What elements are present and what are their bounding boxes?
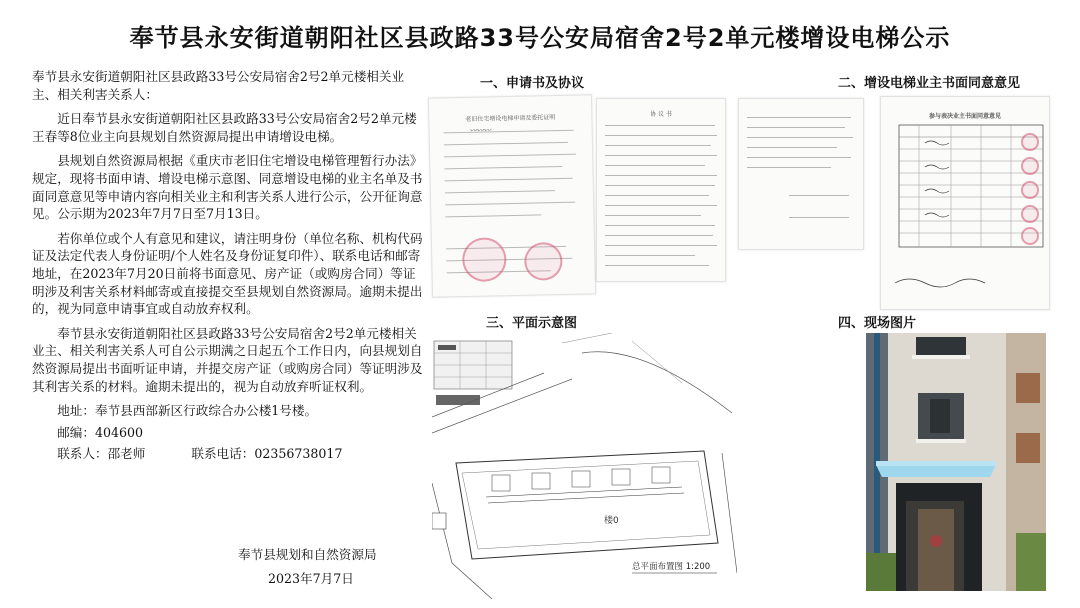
notice-paragraph-2: 县规划自然资源局根据《重庆市老旧住宅增设电梯管理暂行办法》规定，现将书面申请、增设电梯示意图、同意增设电梯的业主名单及书面同意意见等申请内容向相关业主和利害关系人进行公示，公开征询意见。公示期为2023年7月7日至7月13日。: [32, 153, 423, 222]
section-heading-application: 一、申请书及协议: [480, 76, 585, 91]
plan-building-label: 楼0: [604, 516, 619, 526]
notice-paragraph-3: 若你单位或个人有意见和建议，请注明身份（单位名称、机构代码证及法定代表人身份证明/个人姓名及身份证复印件）、联系电话和邮寄地址，在2023年7月20日前将书面意见、房产证（或购房合同）等证明涉及利害关系材料邮寄或直接提交至县规划自然资源局。逾期未提出的，视为同意申请事宜或自动放弃权利。: [32, 230, 423, 317]
notice-contact-person: 联系人：邵老师: [57, 446, 146, 462]
application-document-title: 老旧住宅增设电梯申请及委托证明: [465, 114, 556, 123]
consent-form-title: 参与表决业主书面同意意见: [928, 113, 1001, 120]
red-fingerprint: [1021, 133, 1039, 151]
red-fingerprint: [1021, 181, 1039, 199]
site-plan-drawing: [432, 333, 737, 599]
sign-org: 奉节县规划和自然资源局: [238, 547, 377, 562]
site-plan-svg: [432, 333, 737, 599]
site-photo: [866, 333, 1046, 591]
handwriting-scribble: 〰〰〰: [469, 126, 491, 135]
notice-contact-line: [32, 445, 424, 463]
site-photo-svg: [866, 333, 1046, 591]
application-document: [428, 94, 596, 297]
red-fingerprint: [1021, 205, 1039, 223]
red-seal: [462, 237, 507, 282]
section-heading-photo: 四、现场图片: [838, 316, 917, 331]
consent-form-document: [880, 96, 1050, 310]
section-heading-plan: 三、平面示意图: [486, 316, 578, 331]
agreement-document: [596, 98, 726, 282]
notice-address: 地址：奉节县西部新区行政综合办公楼1号楼。: [57, 403, 318, 419]
notice-postcode: 邮编：404600: [57, 424, 144, 440]
sign-date: 2023年7月7日: [268, 571, 354, 586]
consent-table-grid: [881, 97, 1049, 309]
notice-contact-phone: 联系电话：02356738017: [191, 446, 343, 462]
plan-caption: 总平面布置图 1:200: [632, 562, 711, 572]
page-title: 奉节县永安街道朝阳社区县政路33号公安局宿舍2号2单元楼增设电梯公示: [129, 24, 951, 52]
red-seal: [524, 242, 563, 281]
notice-body: [32, 68, 424, 467]
red-fingerprint: [1021, 157, 1039, 175]
notice-paragraph-4: 奉节县永安街道朝阳社区县政路33号公安局宿舍2号2单元楼相关业主、相关利害关系人可自公示期满之日起五个工作日内，向县规划自然资源局提出书面听证申请，并提交房产证（或购房合同）等证明涉及其利害关系的材料。逾期未提出的，视为自动放弃听证权利。: [32, 325, 423, 394]
notice-paragraph-1: 近日奉节县永安街道朝阳社区县政路33号公安局宿舍2号2单元楼王春等8位业主向县规划自然资源局提出申请增设电梯。: [32, 111, 417, 144]
agreement-signature-page: [738, 98, 864, 250]
agreement-document-title: 协 议 书: [650, 111, 672, 118]
red-fingerprint: [1021, 227, 1039, 245]
notice-greeting: 奉节县永安街道朝阳社区县政路33号公安局宿舍2号2单元楼相关业主、相关利害关系人：: [32, 69, 405, 102]
section-heading-consent: 二、增设电梯业主书面同意意见: [838, 76, 1021, 91]
